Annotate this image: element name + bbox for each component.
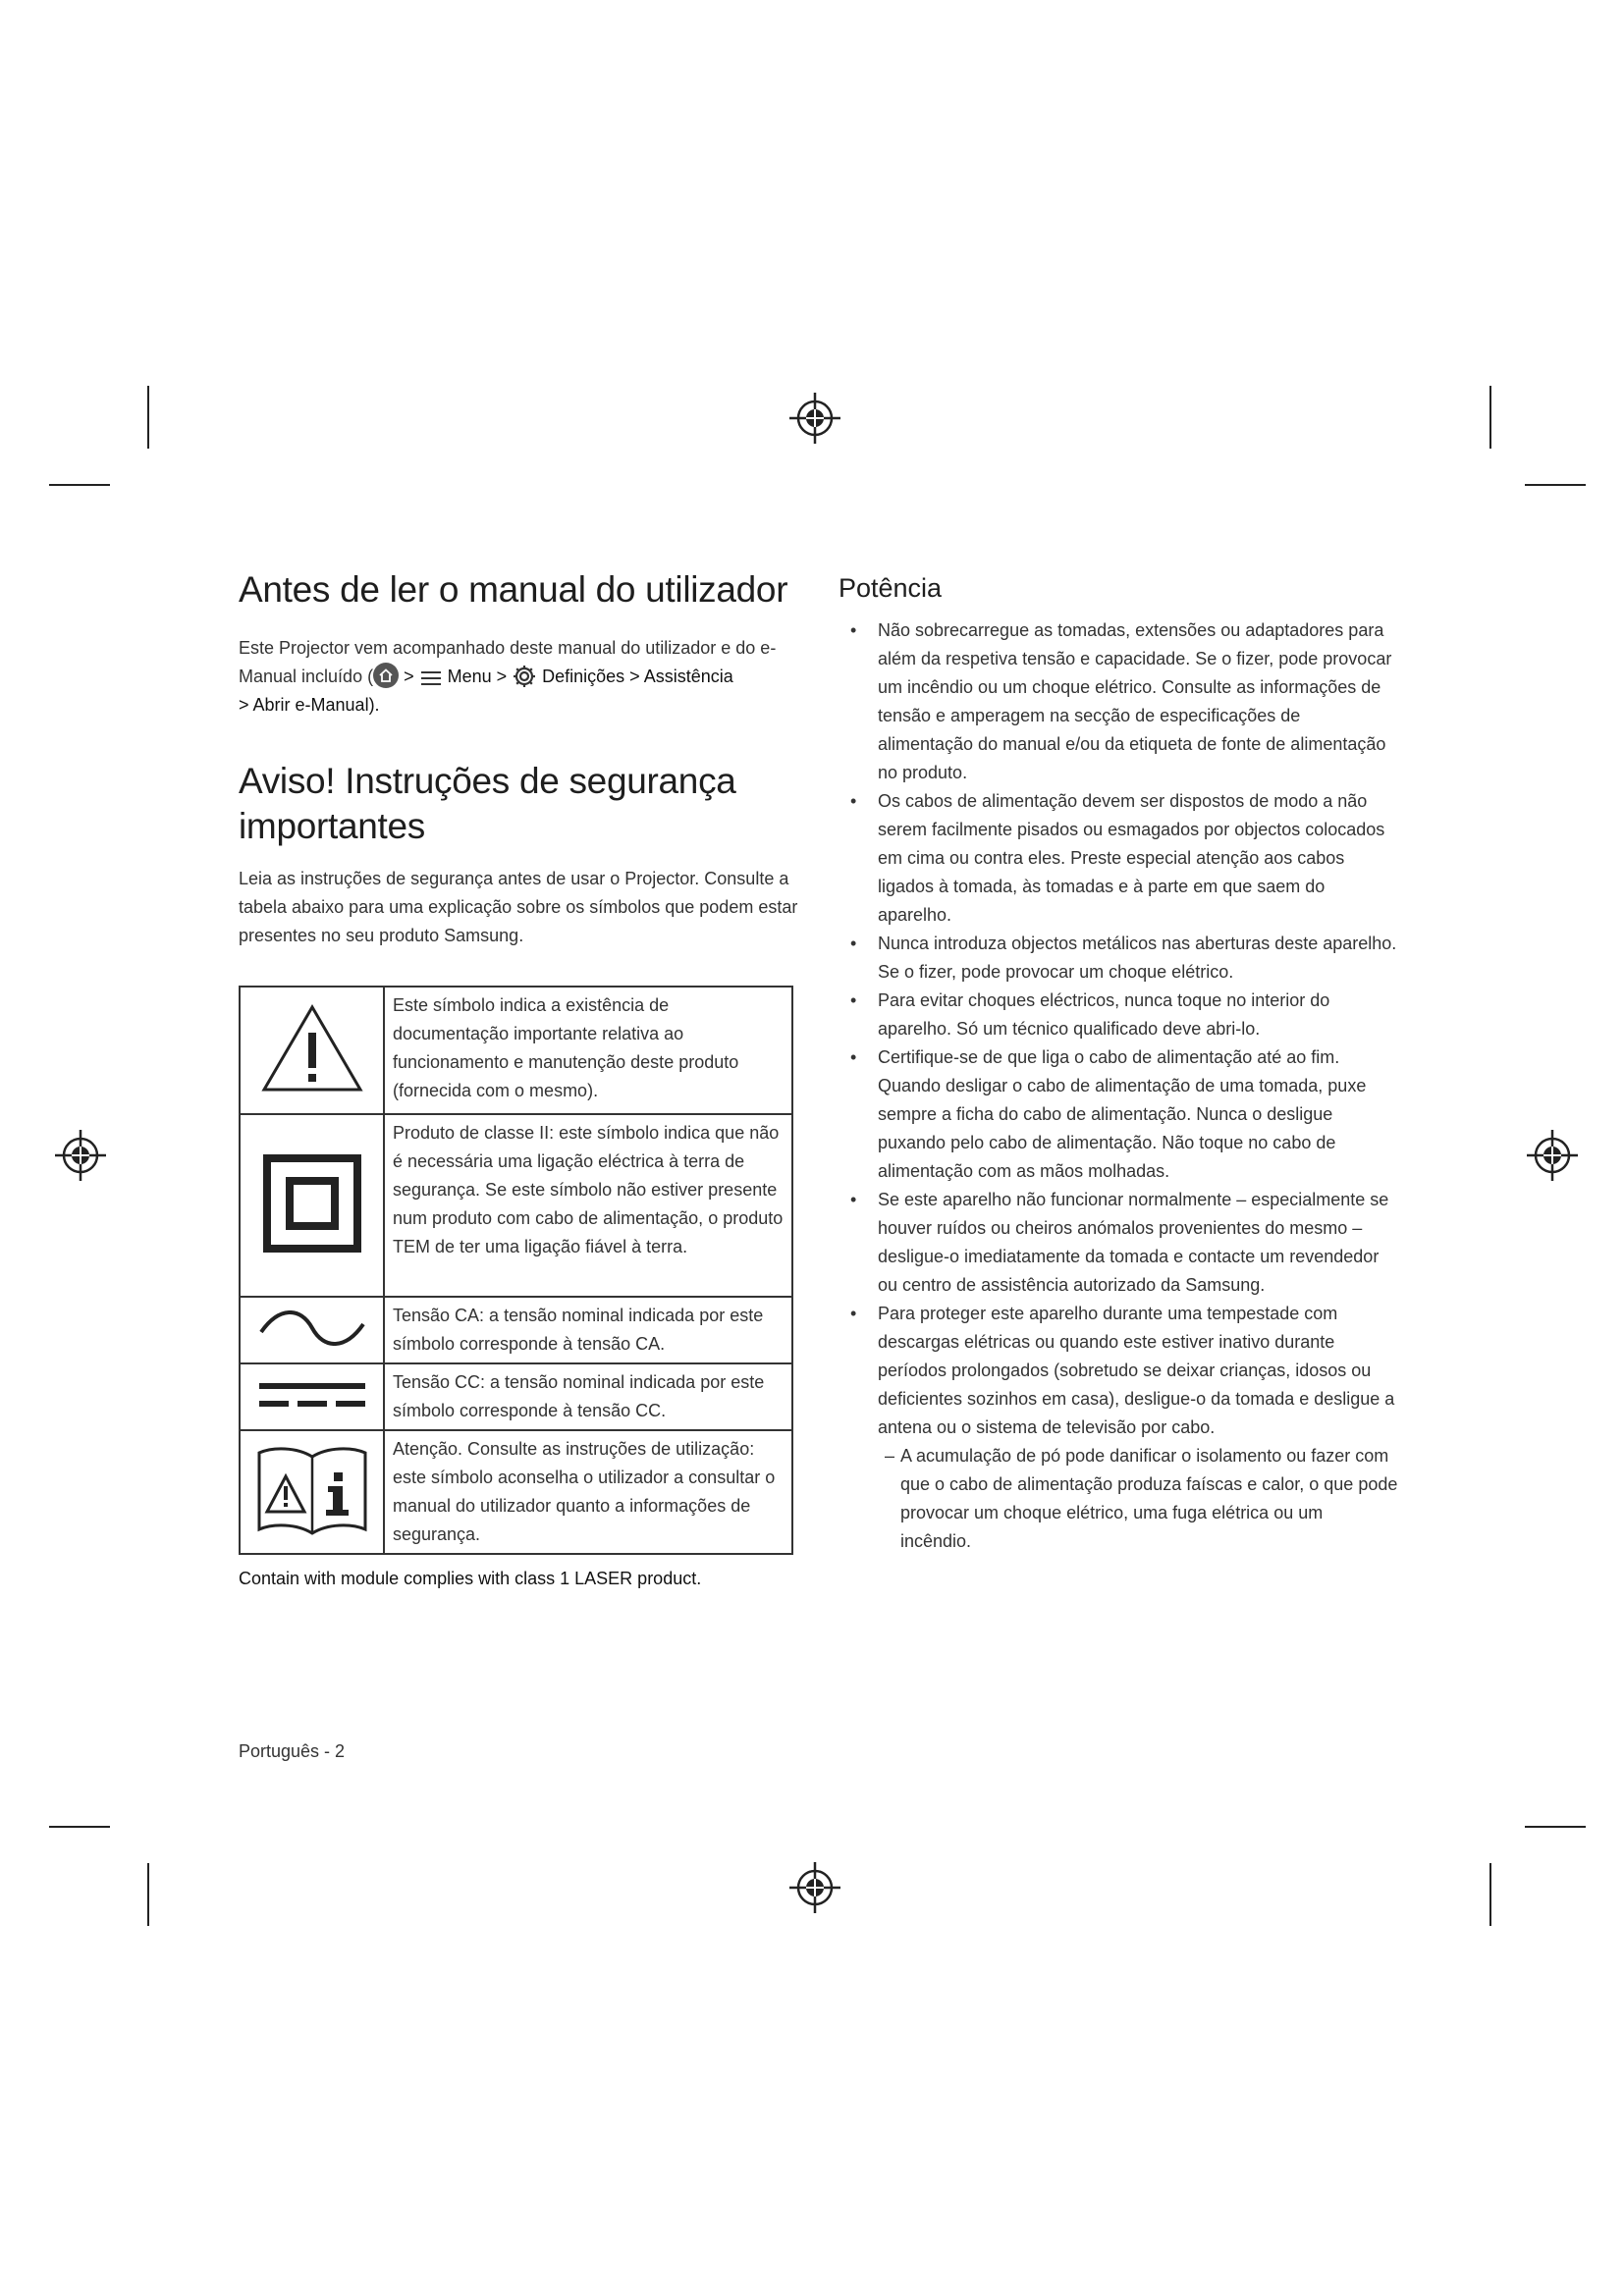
symbol-description: Tensão CA: a tensão nominal indicada por este símbolo corresponde à tensão CA.: [384, 1297, 792, 1363]
power-heading: Potência: [839, 573, 943, 603]
crop-mark-top-right-vertical: [1489, 386, 1491, 449]
symbol-description: Produto de classe II: este símbolo indica que não é necessária uma ligação eléctrica à terra de segurança. Se este símbolo não estiver presente num produto com cabo de alimentação, o produto TEM de ter uma ligação fiável à terra.: [384, 1114, 792, 1297]
right-column: [839, 571, 1398, 1556]
settings-gear-icon: [512, 664, 537, 689]
symbol-description: Este símbolo indica a existência de documentação importante relativa ao funcionamento e manutenção deste produto (fornecida com o mesmo).: [384, 987, 792, 1114]
registration-mark-icon: [789, 393, 840, 444]
table-row: [240, 1114, 792, 1297]
symbol-description: Tensão CC: a tensão nominal indicada por este símbolo corresponde à tensão CC.: [384, 1363, 792, 1430]
list-item: • Se este aparelho não funcionar normalmente – especialmente se houver ruídos ou cheiros anómalos provenientes do mesmo – desligue-o imediatamente da tomada e contacte um revendedor ou centro de assistência autorizado da Samsung.: [850, 1190, 1389, 1295]
menu-icon: [419, 667, 443, 689]
table-row: [240, 1297, 792, 1363]
class-ii-double-square-icon: [263, 1154, 361, 1253]
list-item: • Não sobrecarregue as tomadas, extensões ou adaptadores para além da respetiva tensão e capacidade. Se o fizer, pode provocar um incêndio ou um choque elétrico. Consulte as informações de tensão e amperagem na secção de especificações de alimentação do manual e/ou da etiqueta de fonte de alimentação no produto.: [850, 620, 1392, 782]
crop-mark-top-right-horizontal: [1525, 484, 1586, 486]
settings-label: Definições > Assistência: [537, 667, 733, 686]
consult-manual-icon: [253, 1443, 371, 1537]
path-separator: >: [399, 667, 419, 686]
home-icon: [373, 663, 399, 688]
list-item: • Os cabos de alimentação devem ser dispostos de modo a não serem facilmente pisados ou esmagados por objectos colocados em cima ou contra eles. Preste especial atenção aos cabos ligados à tomada, às tomadas e à parte em que saem do aparelho.: [850, 791, 1385, 925]
open-emanual-text: > Abrir e-Manual).: [239, 695, 380, 715]
crop-mark-top-left-vertical: [147, 386, 149, 449]
ac-voltage-icon: [257, 1310, 367, 1346]
registration-mark-icon: [789, 1862, 840, 1913]
registration-mark-icon: [1527, 1130, 1578, 1181]
list-item: • Para proteger este aparelho durante uma tempestade com descargas elétricas ou quando este estiver inativo durante períodos prolongados (sobretudo se deixar crianças, idosos ou deficientes sozinhos em casa), desligue-o da tomada e desligue a antena ou o sistema de televisão por cabo.: [850, 1304, 1395, 1437]
crop-mark-bottom-left-horizontal: [49, 1826, 110, 1828]
registration-mark-icon: [55, 1130, 106, 1181]
table-row: [240, 1430, 792, 1554]
intro-text: Este Projector vem acompanhado deste manual do utilizador e do e-Manual incluído (: [239, 638, 777, 686]
sub-list-item: – A acumulação de pó pode danificar o isolamento ou fazer com que o cabo de alimentação produza faíscas e calor, o que pode provocar um choque elétrico, uma fuga elétrica ou um incêndio.: [839, 1442, 1398, 1556]
left-column: [239, 567, 798, 1592]
safety-heading: Aviso! Instruções de segurança importantes: [239, 761, 736, 846]
menu-label: Menu >: [442, 667, 513, 686]
page-footer: Português - 2: [239, 1741, 346, 1761]
safety-intro-paragraph: Leia as instruções de segurança antes de usar o Projector. Consulte a tabela abaixo para uma explicação sobre os símbolos que podem estar presentes no seu produto Samsung.: [239, 869, 798, 945]
dc-voltage-icon: [257, 1377, 367, 1413]
list-item: • Certifique-se de que liga o cabo de alimentação até ao fim. Quando desligar o cabo de alimentação de uma tomada, puxe sempre a ficha do cabo de alimentação. Nunca o desligue puxando pelo cabo de alimentação. Não toque no cabo de alimentação com as mãos molhadas.: [850, 1047, 1367, 1181]
manual-intro-paragraph: [239, 634, 798, 720]
section-heading: Antes de ler o manual do utilizador: [239, 569, 788, 610]
laser-compliance-note: Contain with module complies with class 1 LASER product.: [239, 1569, 702, 1588]
table-row: [240, 1363, 792, 1430]
power-bullet-list: [839, 616, 1398, 1442]
crop-mark-bottom-right-vertical: [1489, 1863, 1491, 1926]
crop-mark-bottom-left-vertical: [147, 1863, 149, 1926]
symbol-table: [239, 986, 793, 1555]
dash-marker: –: [885, 1446, 895, 1466]
table-row: [240, 987, 792, 1114]
warning-triangle-icon: [260, 1003, 364, 1094]
symbol-description: Atenção. Consulte as instruções de utilização: este símbolo aconselha o utilizador a consultar o manual do utilizador quanto a informações de segurança.: [384, 1430, 792, 1554]
list-item: • Para evitar choques eléctricos, nunca toque no interior do aparelho. Só um técnico qualificado deve abri-lo.: [850, 990, 1330, 1039]
list-item: • Nunca introduza objectos metálicos nas aberturas deste aparelho. Se o fizer, pode provocar um choque elétrico.: [850, 934, 1397, 982]
crop-mark-bottom-right-horizontal: [1525, 1826, 1586, 1828]
crop-mark-top-left-horizontal: [49, 484, 110, 486]
